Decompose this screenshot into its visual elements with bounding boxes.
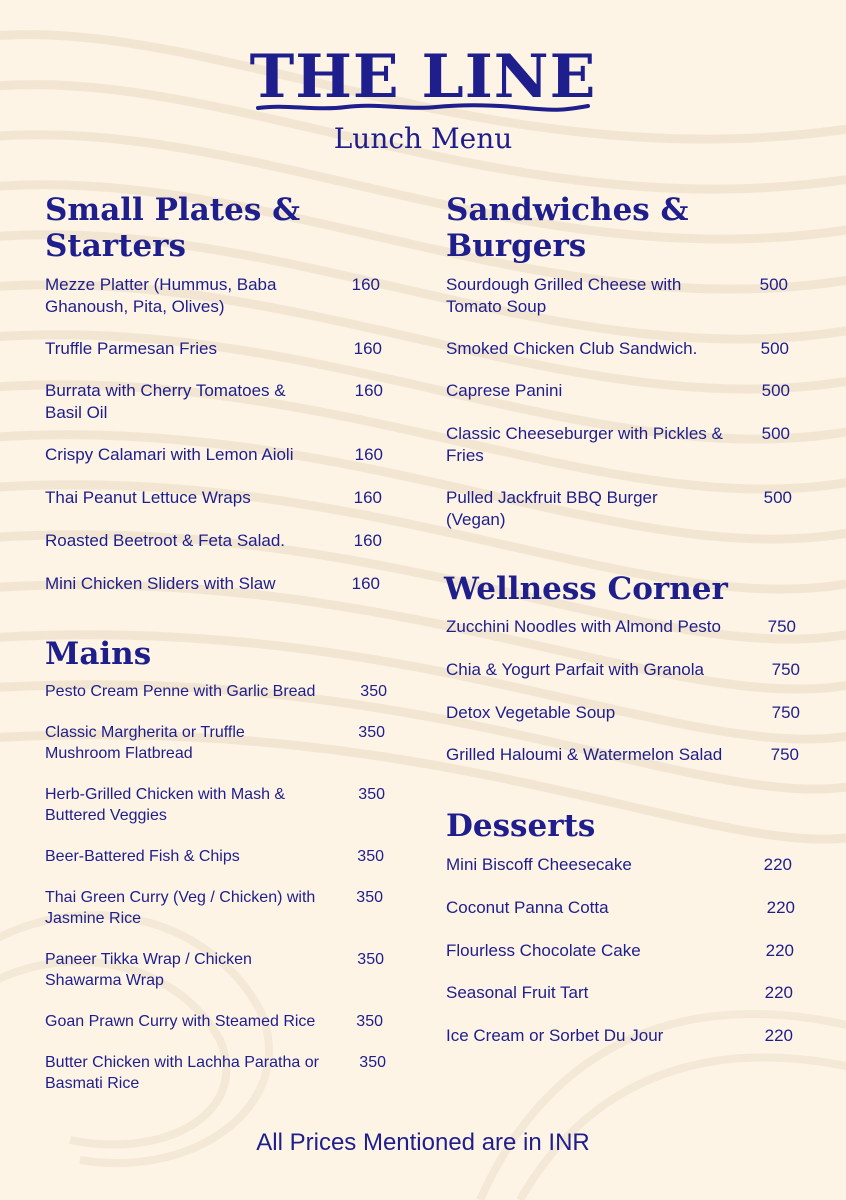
item-price: 220 bbox=[764, 983, 793, 1002]
item-name: Mini Chicken Sliders with Slaw bbox=[45, 574, 276, 593]
item-name: Chia & Yogurt Parfait with Granola bbox=[446, 660, 704, 679]
menu-item bbox=[446, 940, 806, 962]
section-title-mains: Mains bbox=[45, 636, 152, 672]
menu-item bbox=[45, 338, 395, 360]
item-price: 160 bbox=[353, 531, 382, 550]
item-name: Smoked Chicken Club Sandwich. bbox=[446, 339, 698, 358]
item-price: 750 bbox=[771, 703, 800, 722]
menu-item bbox=[45, 681, 395, 702]
menu-item bbox=[45, 1052, 395, 1094]
item-price: 500 bbox=[760, 339, 789, 358]
item-name: Grilled Haloumi & Watermelon Salad bbox=[446, 745, 723, 764]
item-name: Zucchini Noodles with Almond Pesto bbox=[446, 617, 721, 636]
menu-item bbox=[45, 1011, 395, 1032]
menu-item bbox=[446, 854, 806, 876]
menu-item bbox=[446, 423, 806, 467]
item-price: 500 bbox=[759, 275, 788, 294]
item-name: Herb-Grilled Chicken with Mash & Buttered Veggies bbox=[45, 786, 286, 824]
menu-item bbox=[45, 573, 395, 595]
menu-item bbox=[446, 380, 806, 402]
item-price: 500 bbox=[761, 381, 790, 400]
currency-note: All Prices Mentioned are in INR bbox=[256, 1129, 590, 1156]
item-price: 350 bbox=[356, 889, 383, 906]
item-price: 350 bbox=[357, 951, 384, 968]
menu-item bbox=[446, 1025, 806, 1047]
menu-item bbox=[45, 444, 395, 466]
item-name: Flourless Chocolate Cake bbox=[446, 941, 641, 960]
item-name: Truffle Parmesan Fries bbox=[45, 339, 217, 358]
item-name: Thai Peanut Lettuce Wraps bbox=[45, 488, 251, 507]
menu-item bbox=[446, 274, 806, 318]
menu-item bbox=[446, 616, 814, 638]
item-name: Caprese Panini bbox=[446, 381, 563, 400]
item-name: Burrata with Cherry Tomatoes & Basil Oil bbox=[45, 381, 286, 422]
menu-item bbox=[446, 487, 806, 531]
item-price: 350 bbox=[360, 683, 387, 700]
section-title-line: Sandwiches & bbox=[446, 192, 689, 228]
item-price: 160 bbox=[353, 488, 382, 507]
menu-item bbox=[45, 487, 395, 509]
menu-item bbox=[446, 897, 806, 919]
menu-item bbox=[45, 949, 395, 991]
section-desserts bbox=[446, 808, 806, 1045]
item-price: 500 bbox=[763, 488, 792, 507]
section-mains bbox=[45, 636, 395, 1092]
item-price: 160 bbox=[351, 275, 380, 294]
item-name: Classic Cheeseburger with Pickles & Fries bbox=[446, 424, 723, 465]
menu-item bbox=[45, 274, 395, 318]
section-sandwiches bbox=[446, 192, 806, 529]
item-name: Coconut Panna Cotta bbox=[446, 898, 609, 917]
menu-subtitle: Lunch Menu bbox=[333, 122, 513, 155]
item-price: 750 bbox=[767, 617, 796, 636]
menu-item bbox=[45, 722, 395, 764]
menu-item bbox=[446, 338, 806, 360]
menu-item bbox=[446, 659, 814, 681]
item-price: 500 bbox=[761, 424, 790, 443]
item-price: 160 bbox=[353, 339, 382, 358]
item-name: Butter Chicken with Lachha Paratha or Basmati Rice bbox=[45, 1054, 319, 1092]
menu-item bbox=[45, 784, 395, 826]
item-price: 350 bbox=[358, 786, 385, 803]
menu-item bbox=[446, 744, 814, 766]
brand-underline bbox=[256, 102, 590, 114]
menu-item bbox=[45, 380, 395, 424]
item-price: 350 bbox=[359, 1054, 386, 1071]
item-price: 220 bbox=[763, 855, 792, 874]
item-price: 220 bbox=[766, 898, 795, 917]
menu-item bbox=[45, 530, 395, 552]
item-price: 350 bbox=[358, 724, 385, 741]
section-title-line: Burgers bbox=[446, 228, 587, 264]
item-price: 160 bbox=[351, 574, 380, 593]
section-title-line: Small Plates & bbox=[45, 192, 301, 228]
section-title-sandwiches bbox=[446, 192, 806, 264]
section-title-wellness: Wellness Corner bbox=[444, 571, 728, 607]
brand-title: THE LINE bbox=[249, 42, 597, 112]
item-price: 350 bbox=[357, 848, 384, 865]
menu-header bbox=[0, 44, 846, 156]
item-price: 160 bbox=[354, 445, 383, 464]
item-price: 750 bbox=[770, 745, 799, 764]
item-name: Sourdough Grilled Cheese with Tomato Soup bbox=[446, 275, 682, 316]
section-title-line: Starters bbox=[45, 228, 186, 264]
item-name: Ice Cream or Sorbet Du Jour bbox=[446, 1026, 664, 1045]
item-name: Paneer Tikka Wrap / Chicken Shawarma Wrap bbox=[45, 951, 252, 989]
section-title-desserts: Desserts bbox=[446, 808, 596, 844]
item-name: Pulled Jackfruit BBQ Burger (Vegan) bbox=[446, 488, 658, 529]
item-name: Beer-Battered Fish & Chips bbox=[45, 848, 240, 865]
item-price: 220 bbox=[765, 941, 794, 960]
item-price: 160 bbox=[354, 381, 383, 400]
item-name: Detox Vegetable Soup bbox=[446, 703, 616, 722]
menu-item bbox=[45, 887, 395, 929]
item-name: Mezze Platter (Hummus, Baba Ghanoush, Pita, Olives) bbox=[45, 275, 277, 316]
item-name: Crispy Calamari with Lemon Aioli bbox=[45, 445, 294, 464]
item-name: Mini Biscoff Cheesecake bbox=[446, 855, 632, 874]
item-name: Pesto Cream Penne with Garlic Bread bbox=[45, 683, 316, 700]
item-name: Thai Green Curry (Veg / Chicken) with Jasmine Rice bbox=[45, 889, 316, 927]
item-price: 350 bbox=[356, 1013, 383, 1030]
section-wellness bbox=[444, 571, 814, 764]
section-small-plates bbox=[45, 192, 395, 593]
item-name: Roasted Beetroot & Feta Salad. bbox=[45, 531, 286, 550]
item-name: Goan Prawn Curry with Steamed Rice bbox=[45, 1013, 316, 1030]
section-title-small-plates bbox=[45, 192, 395, 264]
item-price: 220 bbox=[764, 1026, 793, 1045]
item-name: Seasonal Fruit Tart bbox=[446, 983, 589, 1002]
menu-item bbox=[45, 846, 395, 867]
menu-item bbox=[446, 702, 814, 724]
item-price: 750 bbox=[771, 660, 800, 679]
menu-item bbox=[446, 982, 806, 1004]
item-name: Classic Margherita or Truffle Mushroom Flatbread bbox=[45, 724, 245, 762]
